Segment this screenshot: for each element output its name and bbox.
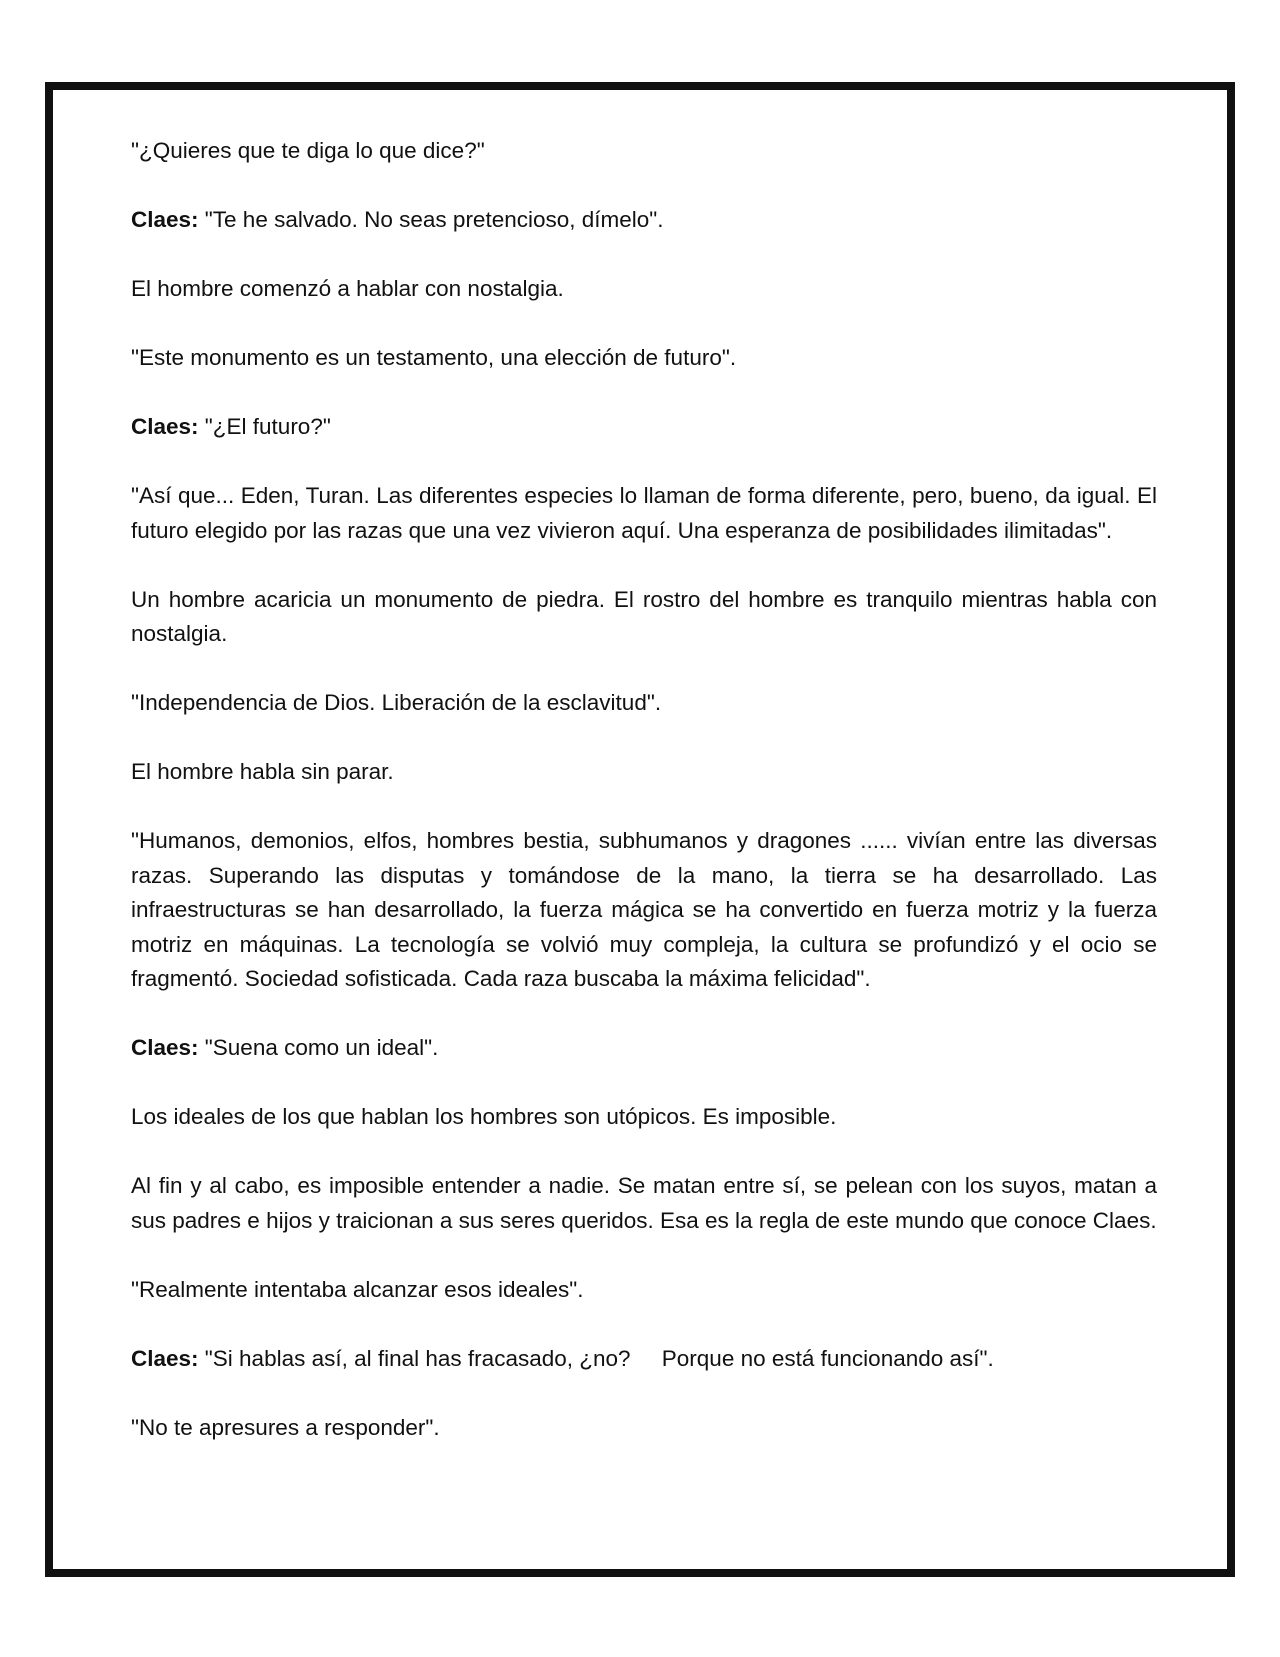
paragraph-text: "¿El futuro?" (198, 414, 331, 439)
paragraph (131, 686, 1157, 721)
paragraph-text: "Realmente intentaba alcanzar esos ideales". (131, 1276, 584, 1302)
paragraph-text: "Así que... Eden, Turan. Las diferentes especies lo llaman de forma diferente, pero, bueno, da igual. El futuro elegido por las razas que una vez vivieron aquí. Una esperanza de posibilidades ilimitadas". (131, 483, 1157, 543)
speaker-label: Claes: (131, 207, 199, 232)
paragraph-text: "Independencia de Dios. Liberación de la esclavitud". (131, 690, 662, 715)
paragraph-text: Un hombre acaricia un monumento de piedra. El rostro del hombre es tranquilo mientras habla con nostalgia. (131, 586, 1157, 646)
paragraph-text: Al fin y al cabo, es imposible entender a nadie. Se matan entre sí, se pelean con los suyos, matan a sus padres e hijos y traicionan a sus seres queridos. Esa es la regla de este mundo que conoce Claes. (131, 1173, 1157, 1233)
paragraph (131, 1273, 1157, 1308)
paragraph (131, 134, 1157, 169)
paragraph-text: El hombre comenzó a hablar con nostalgia. (131, 276, 564, 301)
paragraph-text: El hombre habla sin parar. (131, 759, 394, 784)
speaker-label: Claes: (131, 1345, 199, 1371)
paragraph (131, 479, 1157, 548)
paragraph-text: "Si hablas así, al final has fracasado, ¿no? Porque no está funcionando así". (198, 1345, 994, 1371)
paragraph (131, 1342, 1157, 1377)
paragraph-text: "No te apresures a responder". (131, 1414, 440, 1440)
speaker-label: Claes: (131, 1035, 199, 1060)
paragraph-text: Los ideales de los que hablan los hombres son utópicos. Es imposible. (131, 1104, 837, 1129)
paragraph (131, 203, 1157, 238)
paragraph (131, 1411, 1157, 1446)
paragraph-text: "Este monumento es un testamento, una elección de futuro". (131, 345, 737, 370)
paragraph (131, 1031, 1157, 1066)
paragraph (131, 824, 1157, 997)
page-border-frame (45, 82, 1235, 1577)
paragraph (131, 755, 1157, 790)
paragraph (131, 410, 1157, 445)
paragraph (131, 583, 1157, 652)
paragraph-text: "Suena como un ideal". (198, 1035, 439, 1060)
paragraph (131, 341, 1157, 376)
paragraph-text: "Te he salvado. No seas pretencioso, dímelo". (198, 207, 664, 232)
paragraph (131, 272, 1157, 307)
speaker-label: Claes: (131, 414, 199, 439)
paragraph-text: "Humanos, demonios, elfos, hombres bestia, subhumanos y dragones ...... vivían entre las diversas razas. Superando las disputas y tomándose de la mano, la tierra se ha desarrollado. Las infraestructuras se han desarrollado, la fuerza mágica se ha convertido en fuerza motriz y la fuerza motriz en máquinas. La tecnología se volvió muy compleja, la cultura se profundizó y el ocio se fragmentó. Sociedad sofisticada. Cada raza buscaba la máxima felicidad". (131, 828, 1157, 991)
paragraph (131, 1100, 1157, 1135)
paragraph-text: "¿Quieres que te diga lo que dice?" (131, 138, 485, 163)
document-text (131, 134, 1157, 1480)
paragraph (131, 1169, 1157, 1238)
